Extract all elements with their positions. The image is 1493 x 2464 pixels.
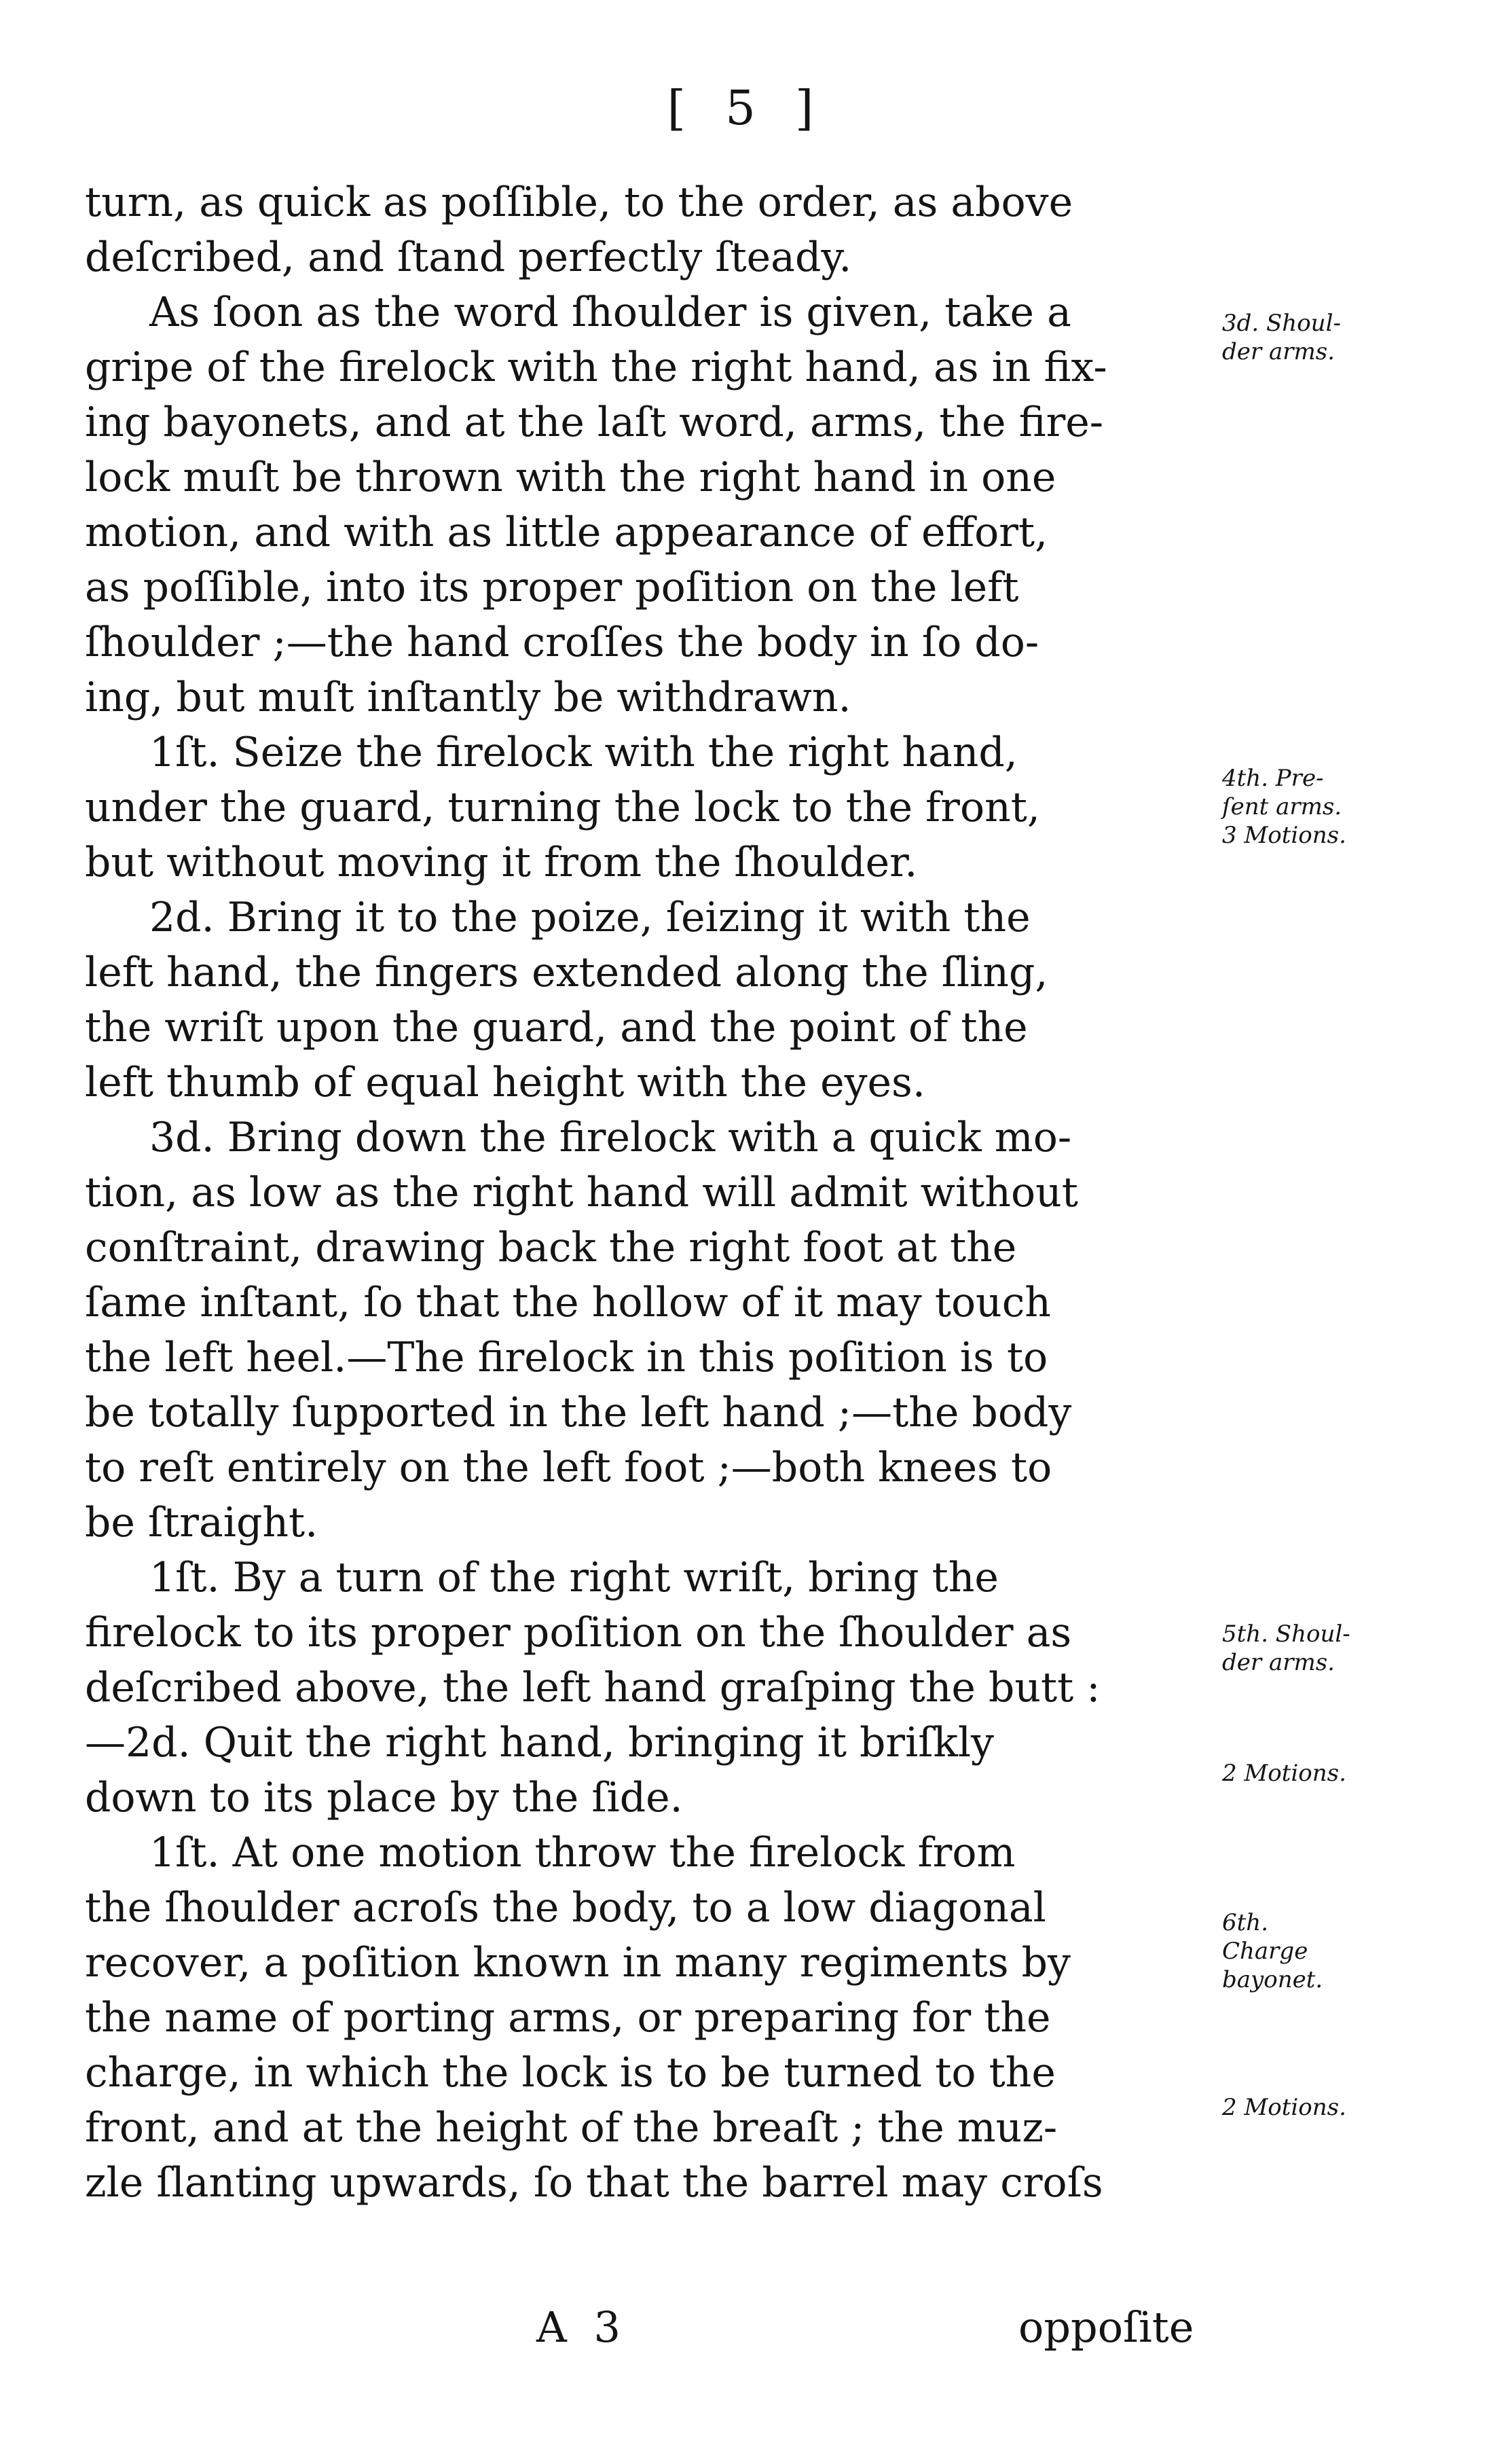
text-line: to reſt entirely on the left foot ;—both knees to [85, 1444, 1052, 1491]
text-line: motion, and with as little appearance of effort, [85, 509, 1048, 556]
text-line: tion, as low as the right hand will admit without [85, 1169, 1078, 1216]
margin-note-line: der arms. [1222, 1649, 1335, 1676]
margin-note [1222, 1908, 1446, 1994]
margin-note-line: 2 Motions. [1222, 2094, 1346, 2121]
text-line: firelock to its proper poſition on the ſhoulder as [85, 1609, 1072, 1656]
text-line: deſcribed above, the left hand graſping the butt : [85, 1664, 1101, 1711]
text-line: the left heel.—The firelock in this poſition is to [85, 1334, 1048, 1381]
margin-note-line: der arms. [1222, 338, 1335, 365]
body-text [85, 175, 1212, 2211]
margin-note-line: 3 Motions. [1222, 822, 1346, 849]
text-line: gripe of the firelock with the right hand, as in fix- [85, 344, 1107, 391]
text-line: be ſtraight. [85, 1499, 318, 1546]
text-line: left hand, the fingers extended along the ſling, [85, 949, 1048, 996]
catchword: oppoſite [1018, 2302, 1194, 2352]
margin-note-line: 4th. Pre- [1222, 765, 1324, 792]
text-line: As ſoon as the word ſhoulder is given, take a [149, 289, 1071, 336]
text-line: the wriſt upon the guard, and the point of the [85, 1004, 1028, 1051]
margin-note-line: 3d. Shoul- [1222, 310, 1341, 337]
text-line: 1ſt. Seize the firelock with the right hand, [149, 729, 1018, 776]
text-line: ing bayonets, and at the laſt word, arms, the fire- [85, 399, 1104, 446]
text-line: lock muſt be thrown with the right hand in one [85, 454, 1056, 501]
text-line: ſame inſtant, ſo that the hollow of it may touch [85, 1279, 1051, 1326]
margin-note [1222, 2093, 1446, 2122]
text-line: charge, in which the lock is to be turned to the [85, 2049, 1056, 2097]
text-line: be totally ſupported in the left hand ;—the body [85, 1389, 1072, 1436]
margin-note-line: Charge [1222, 1938, 1308, 1965]
page-number: [ 5 ] [667, 80, 826, 136]
margin-note-line: ſent arms. [1222, 793, 1342, 820]
text-line: under the guard, turning the lock to the front, [85, 784, 1040, 831]
margin-note-line: 5th. Shoul- [1222, 1620, 1350, 1648]
margin-note [1222, 1759, 1446, 1788]
margin-note [1222, 764, 1446, 850]
text-line: down to its place by the ſide. [85, 1774, 683, 1822]
text-line: 3d. Bring down the firelock with a quick mo- [149, 1114, 1072, 1161]
text-line: deſcribed, and ſtand perfectly ſteady. [85, 234, 852, 281]
text-line: the ſhoulder acroſs the body, to a low diagonal [85, 1884, 1046, 1932]
text-line: ſhoulder ;—the hand croſſes the body in ſo do- [85, 619, 1039, 666]
signature-mark: A 3 [536, 2302, 627, 2352]
margin-note-line: bayonet. [1222, 1966, 1323, 1993]
text-line: 1ſt. At one motion throw the firelock from [149, 1829, 1016, 1877]
text-line: 1ſt. By a turn of the right wriſt, bring the [149, 1554, 999, 1601]
margin-note-line: 2 Motions. [1222, 1760, 1346, 1787]
margin-note [1222, 1620, 1446, 1677]
text-line: zle ſlanting upwards, ſo that the barrel may croſs [85, 2159, 1103, 2207]
text-line: turn, as quick as poſſible, to the order, as above [85, 179, 1073, 226]
text-line: —2d. Quit the right hand, bringing it briſkly [85, 1719, 994, 1767]
text-line: the name of porting arms, or preparing for the [85, 1994, 1051, 2042]
margin-note-line: 6th. [1222, 1909, 1268, 1936]
margin-note [1222, 309, 1446, 366]
text-line: 2d. Bring it to the poize, ſeizing it with the [149, 894, 1031, 941]
text-line: but without moving it from the ſhoulder. [85, 839, 918, 886]
text-line: recover, a poſition known in many regiments by [85, 1939, 1071, 1987]
page-footer [0, 2302, 1493, 2370]
text-line: ing, but muſt inſtantly be withdrawn. [85, 674, 851, 721]
text-line: front, and at the height of the breaſt ; the muz- [85, 2104, 1058, 2152]
text-line: conſtraint, drawing back the right foot at the [85, 1224, 1017, 1271]
text-line: as poſſible, into its proper poſition on the left [85, 564, 1019, 611]
text-line: left thumb of equal height with the eyes. [85, 1059, 925, 1106]
